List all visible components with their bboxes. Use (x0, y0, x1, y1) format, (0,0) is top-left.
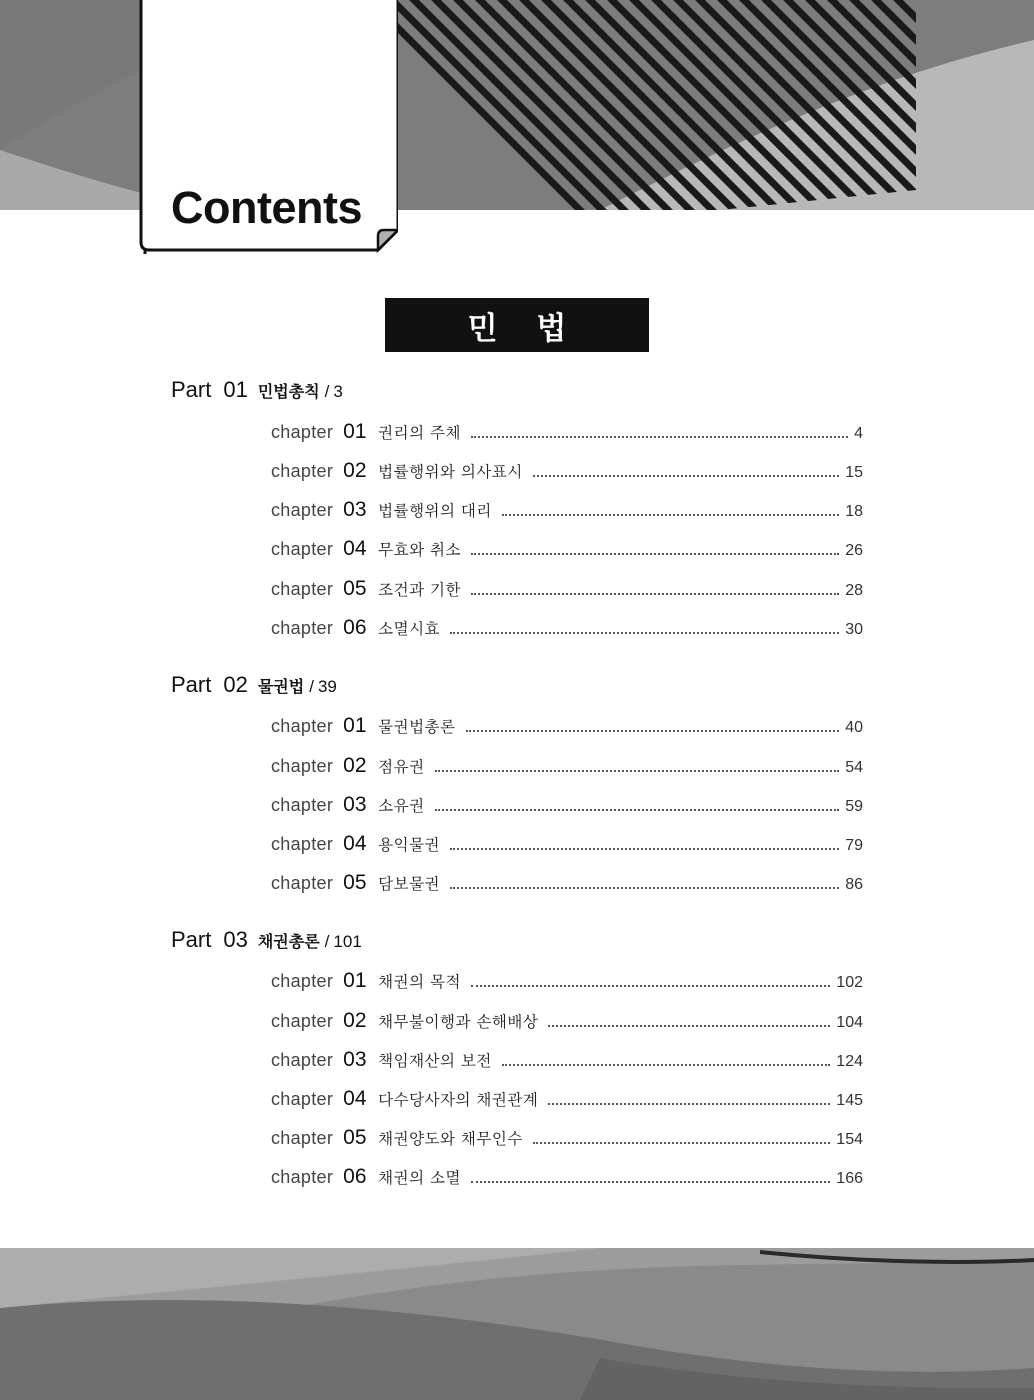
dot-leader (548, 1103, 830, 1105)
chapter-word: chapter (271, 716, 334, 736)
chapter-page: 28 (845, 582, 863, 599)
chapter-page: 59 (845, 798, 863, 815)
chapter-page: 124 (836, 1053, 863, 1070)
chapter-number: 02 (343, 459, 367, 482)
chapter-word: chapter (271, 1167, 334, 1187)
chapter-number: 02 (343, 754, 367, 777)
chapter-title: 담보물권 (378, 875, 441, 893)
dot-leader (466, 730, 840, 732)
dot-leader (450, 848, 839, 850)
chapter-entry[interactable] (271, 714, 863, 742)
chapter-number: 01 (343, 714, 367, 737)
chapter-word: chapter (271, 500, 334, 520)
chapter-word: chapter (271, 1011, 334, 1031)
part-page: 3 (333, 382, 343, 401)
chapter-word: chapter (271, 422, 334, 442)
chapter-entry[interactable] (271, 1009, 863, 1037)
part-page: 101 (333, 932, 362, 951)
chapter-number: 02 (343, 1009, 367, 1032)
chapter-page: 40 (845, 719, 863, 736)
chapter-number: 01 (343, 969, 367, 992)
dot-leader (471, 553, 839, 555)
chapter-title: 용익물권 (378, 836, 441, 854)
part-title: 물권법 (257, 677, 305, 696)
dot-leader (435, 770, 840, 772)
chapter-word: chapter (271, 1050, 334, 1070)
part-word: Part (171, 672, 212, 697)
dot-leader (471, 1181, 830, 1183)
chapter-entry[interactable] (271, 537, 863, 565)
chapter-entry[interactable] (271, 871, 863, 899)
chapter-number: 03 (343, 498, 367, 521)
chapter-page: 79 (845, 837, 863, 854)
chapter-word: chapter (271, 1128, 334, 1148)
chapter-title: 조건과 기한 (378, 581, 461, 599)
chapter-number: 04 (343, 1087, 367, 1110)
chapter-page: 26 (845, 542, 863, 559)
dot-leader (450, 887, 839, 889)
chapter-number: 05 (343, 577, 367, 600)
part-word: Part (171, 927, 212, 952)
chapter-page: 4 (854, 425, 863, 442)
dot-leader (533, 475, 839, 477)
chapter-page: 30 (845, 621, 863, 638)
part-number: 01 (223, 377, 248, 402)
chapter-number: 04 (343, 832, 367, 855)
chapter-page: 102 (836, 974, 863, 991)
chapter-title: 법률행위의 대리 (378, 502, 492, 520)
chapter-page: 15 (845, 464, 863, 481)
part-number: 02 (223, 672, 248, 697)
chapter-title: 권리의 주체 (378, 424, 461, 442)
chapter-title: 소멸시효 (378, 620, 441, 638)
chapter-number: 05 (343, 871, 367, 894)
dot-leader (471, 593, 839, 595)
dot-leader (471, 436, 848, 438)
part-separator: / (324, 382, 330, 401)
chapter-entry[interactable] (271, 793, 863, 821)
chapter-entry[interactable] (271, 832, 863, 860)
dot-leader (533, 1142, 830, 1144)
part-word: Part (171, 377, 212, 402)
chapter-entry[interactable] (271, 1126, 863, 1154)
chapter-title: 점유권 (378, 758, 425, 776)
chapter-entry[interactable] (271, 969, 863, 997)
chapter-entry[interactable] (271, 577, 863, 605)
part-number: 03 (223, 927, 248, 952)
chapter-page: 54 (845, 759, 863, 776)
chapter-number: 01 (343, 420, 367, 443)
part-heading (171, 927, 362, 957)
chapter-entry[interactable] (271, 420, 863, 448)
chapter-number: 06 (343, 1165, 367, 1188)
chapter-entry[interactable] (271, 754, 863, 782)
chapter-title: 무효와 취소 (378, 541, 461, 559)
chapter-word: chapter (271, 461, 334, 481)
chapter-entry[interactable] (271, 459, 863, 487)
chapter-word: chapter (271, 539, 334, 559)
chapter-word: chapter (271, 1089, 334, 1109)
part-title: 채권총론 (257, 932, 320, 951)
dot-leader (450, 632, 839, 634)
chapter-title: 다수당사자의 채권관계 (378, 1091, 539, 1109)
dot-leader (502, 1064, 830, 1066)
part-page: 39 (317, 677, 337, 696)
chapter-number: 04 (343, 537, 367, 560)
chapter-page: 145 (836, 1092, 863, 1109)
chapter-entry[interactable] (271, 1087, 863, 1115)
chapter-entry[interactable] (271, 1048, 863, 1076)
chapter-number: 03 (343, 1048, 367, 1071)
chapter-title: 책임재산의 보전 (378, 1052, 492, 1070)
chapter-word: chapter (271, 873, 334, 893)
page-title: Contents (171, 182, 362, 233)
subject-label: 민 법 (467, 310, 581, 347)
chapter-word: chapter (271, 579, 334, 599)
chapter-title: 채권의 소멸 (378, 1169, 461, 1187)
footer-background (0, 1248, 1034, 1400)
subject-banner (385, 298, 649, 352)
part-heading (171, 672, 337, 702)
chapter-word: chapter (271, 756, 334, 776)
chapter-page: 166 (836, 1170, 863, 1187)
part-separator: / (324, 932, 330, 951)
dot-leader (471, 985, 830, 987)
chapter-title: 소유권 (378, 797, 425, 815)
chapter-word: chapter (271, 618, 334, 638)
chapter-entry[interactable] (271, 616, 863, 644)
chapter-title: 법률행위와 의사표시 (378, 463, 523, 481)
chapter-number: 05 (343, 1126, 367, 1149)
chapter-page: 18 (845, 503, 863, 520)
chapter-page: 86 (845, 876, 863, 893)
chapter-word: chapter (271, 971, 334, 991)
chapter-title: 물권법총론 (378, 718, 456, 736)
chapter-title: 채권의 목적 (378, 973, 461, 991)
chapter-title: 채무불이행과 손해배상 (378, 1013, 539, 1031)
dot-leader (435, 809, 840, 811)
chapter-page: 104 (836, 1014, 863, 1031)
chapter-word: chapter (271, 834, 334, 854)
chapter-word: chapter (271, 795, 334, 815)
part-title: 민법총칙 (257, 382, 320, 401)
chapter-entry[interactable] (271, 498, 863, 526)
part-separator: / (309, 677, 314, 696)
part-heading (171, 377, 343, 407)
dot-leader (502, 514, 839, 516)
chapter-number: 06 (343, 616, 367, 639)
chapter-page: 154 (836, 1131, 863, 1148)
chapter-entry[interactable] (271, 1165, 863, 1193)
chapter-title: 채권양도와 채무인수 (378, 1130, 523, 1148)
dot-leader (548, 1025, 830, 1027)
chapter-number: 03 (343, 793, 367, 816)
